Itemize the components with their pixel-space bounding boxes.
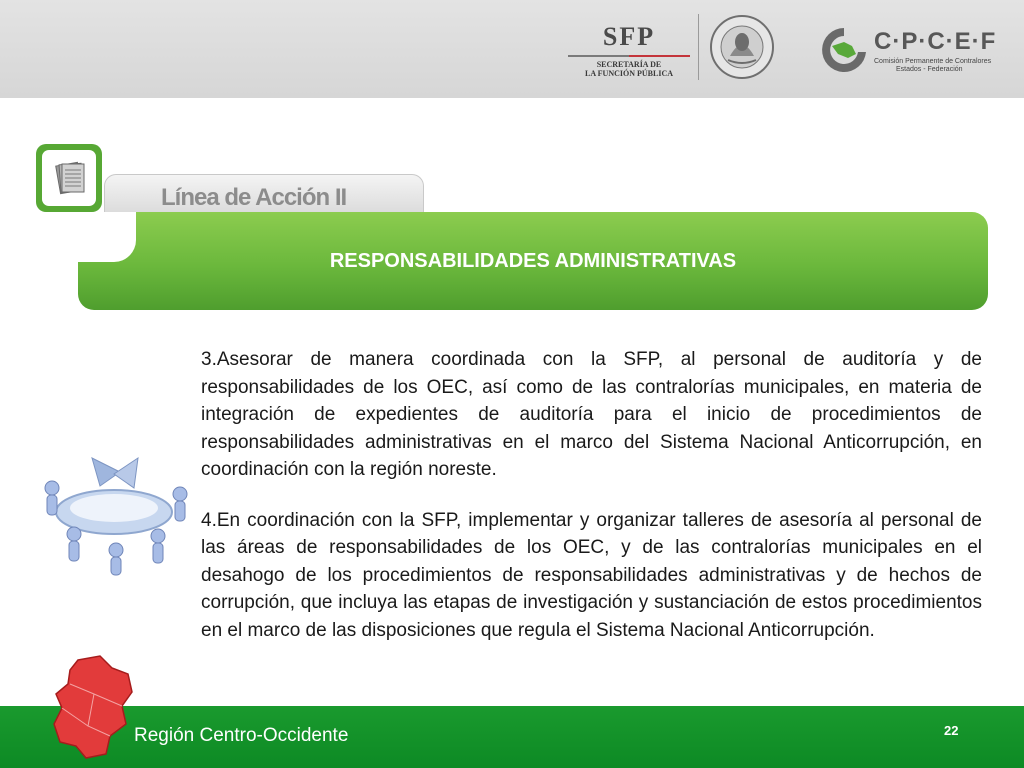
cpcef-logo-desc-2: Estados - Federación [896,66,963,73]
document-stack-icon [42,150,96,206]
cpcef-logo [818,24,997,76]
footer-bar [0,706,1024,768]
sfp-logo-subtitle-2: LA FUNCIÓN PÚBLICA [584,69,673,78]
region-map-icon [48,654,138,762]
section-tab-label: Línea de Acción II [161,184,347,211]
header-bar [0,0,1024,98]
body-text [201,346,982,667]
section-icon-frame [36,144,102,212]
logo-divider [698,14,699,80]
section-banner [78,212,988,310]
body-paragraph-3: 3.Asesorar de manera coordinada con la SFP, al personal de auditoría y de responsabilidades de los OEC, así como de las contralorías municipales, en materia de integración de expedientes de auditoría para el inicio de procedimientos de responsabilidades administrativas en el marco del Sistema Nacional Anticorrupción, en coordinación con la región noreste. [201,349,982,480]
body-paragraph-4: 4.En coordinación con la SFP, implementar y organizar talleres de asesoría al personal de las áreas de responsabilidades de los OEC, y de las contralorías municipales en el desahogo de los procedimientos de responsabilidades administrativas y de hechos de corrupción, que incluya las etapas de investigación y sustanciación de estos procedimientos en el marco de las disposiciones que regula el Sistema Nacional Anticorrupción. [201,509,982,641]
page-number: 22 [944,723,959,738]
mexico-map-swirl-icon [818,24,870,76]
section-banner-title: RESPONSABILIDADES ADMINISTRATIVAS [329,250,737,272]
cpcef-logo-title: C·P·C·E·F [874,28,997,55]
region-label: Región Centro-Occidente [134,725,349,746]
figures-around-arrows-icon [30,448,196,580]
cpcef-logo-desc-1: Comisión Permanente de Contralores [874,58,992,65]
sfp-logo-subtitle-1: SECRETARÍA DE [596,60,662,69]
section-tab [104,174,424,217]
sfp-logo [568,22,690,80]
mexico-seal-icon [708,14,776,80]
sfp-logo-rule [568,55,690,57]
sfp-logo-title: SFP [602,22,656,51]
